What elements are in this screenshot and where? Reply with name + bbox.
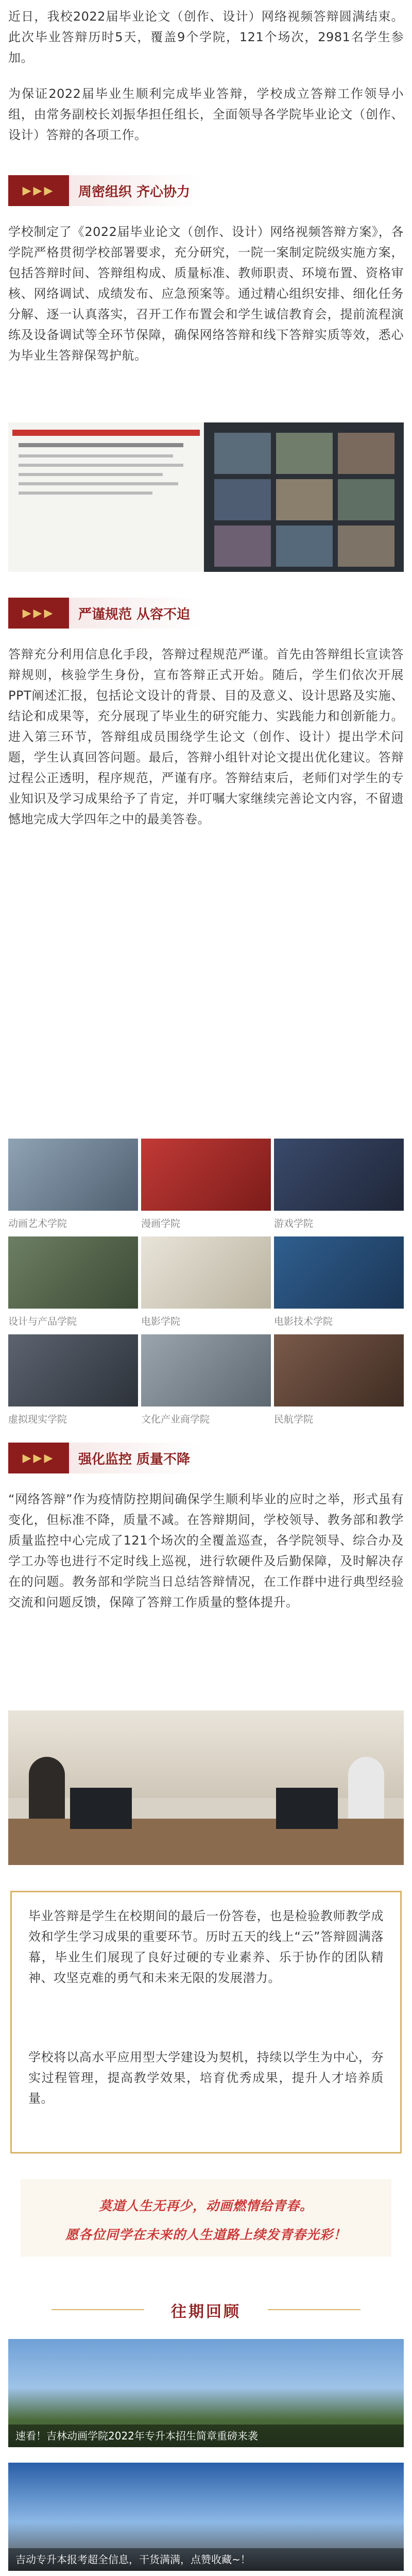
slogan-banner bbox=[21, 2179, 391, 2257]
college-label-6: 电影技术学院 bbox=[274, 1316, 333, 1327]
college-label-3: 游戏学院 bbox=[274, 1218, 314, 1229]
section-3-title: 强化监控 质量不降 bbox=[69, 1443, 201, 1473]
college-label-2: 漫画学院 bbox=[141, 1218, 181, 1229]
intro-paragraph-2: 为保证2022届毕业生顺利完成毕业答辩，学校成立答辩工作领导小组，由常务副校长刘振华担任组长，全面领导各学院毕业论文（创作、设计）答辩的各项工作。 bbox=[8, 87, 404, 142]
review-item-1[interactable] bbox=[8, 2339, 404, 2447]
college-photo-4 bbox=[8, 1236, 138, 1309]
college-photo-9 bbox=[274, 1334, 404, 1406]
section-1-text: 学校制定了《2022届毕业论文（创作、设计）网络视频答辩方案》，各学院严格贯彻学校部署要求，充分研究，一院一案制定院级实施方案，包括答辩时间、答辩组构成、质量标准、教师职责、环境布置、资格审核、网络调试、成绩发布、应急预案等。通过精心组织安排、细化任务分解、逐一认真落实，召开工作布置会和学生诚信教育会，提前流程演练及设备调试等全环节保障，确保网络答辩和线下答辩实质等效，悉心为毕业生答辩保驾护航。 bbox=[8, 225, 404, 363]
review-item-1-title: 速看！吉林动画学院2022年专升本招生简章重磅来袭 bbox=[8, 2425, 404, 2447]
college-photo-5 bbox=[141, 1236, 271, 1309]
review-item-2[interactable] bbox=[8, 2463, 404, 2571]
college-photo-3 bbox=[274, 1139, 404, 1211]
summary-paragraph-1: 毕业答辩是学生在校期间的最后一份答卷，也是检验教师教学成效和学生学习成果的重要环节。历时五天的线上“云”答辩圆满落幕，毕业生们展现了良好过硬的专业素养、乐于协作的团队精神、攻坚克难的勇气和未来无限的发展潜力。 bbox=[28, 1909, 384, 1985]
section-3-text: “网络答辩”作为疫情防控期间确保学生顺利毕业的应时之举，形式虽有变化，但标准不降，质量不减。在答辩期间，学校领导、教务部和教学质量监控中心完成了121个场次的全覆盖巡查，各学院领导、综合办及学工办等也进行不定时线上巡视，进行软硬件及后勤保障，及时解决存在的问题。教务部和学院当日总结答辩情况，在工作群中进行典型经验交流和问题反馈，保障了答辩工作质量的整体提升。 bbox=[8, 1492, 404, 1609]
college-photo-8 bbox=[141, 1334, 271, 1406]
inspection-photo bbox=[8, 1710, 404, 1865]
section-3-header bbox=[8, 1443, 201, 1473]
section-1-title: 周密组织 齐心协力 bbox=[69, 175, 201, 206]
section-arrows-icon: ▶▶▶ bbox=[8, 598, 69, 629]
college-label-1: 动画艺术学院 bbox=[8, 1218, 67, 1229]
section-2-header bbox=[8, 598, 201, 629]
section-2-title: 严谨规范 从容不迫 bbox=[69, 598, 201, 629]
section-2-text: 答辩充分利用信息化手段，答辩过程规范严谨。首先由答辩组长宣读答辩规则，核验学生身份，宣布答辩正式开始。随后，学生们依次开展PPT阐述汇报，包括论文设计的背景、目的及意义、设计思路及实施、结论和成果等，充分展现了毕业生的研究能力、实践能力和创新能力。进入第三环节，答辩组成员围绕学生论文（创作、设计）提出学术问题，学生认真回答问题。最后，答辩小组针对论文提出优化建议。答辩过程公正透明，程序规范，严谨有序。答辩结束后，老师们对学生的专业知识及学习成果给予了肯定，并叮嘱大家继续完善论文内容，不留遗憾地完成大学四年之中的最美答卷。 bbox=[8, 647, 404, 826]
summary-box bbox=[10, 1891, 402, 2154]
intro-paragraph-1: 近日，我校2022届毕业论文（创作、设计）网络视频答辩圆满结束。此次毕业答辩历时5天，覆盖9个学院，121个场次，2981名学生参加。 bbox=[8, 9, 404, 65]
slogan-line-1: 莫道人生无再少，动画燃情给青春。 bbox=[98, 2198, 313, 2213]
video-conference-photo-1 bbox=[8, 422, 404, 572]
college-label-4: 设计与产品学院 bbox=[8, 1316, 77, 1327]
review-item-2-title: 吉动专升本报考超全信息，干货满满，点赞收藏~！ bbox=[8, 2548, 404, 2571]
college-label-8: 文化产业商学院 bbox=[141, 1414, 210, 1425]
college-photo-2 bbox=[141, 1139, 271, 1211]
college-label-5: 电影学院 bbox=[141, 1316, 181, 1327]
section-arrows-icon: ▶▶▶ bbox=[8, 1443, 69, 1473]
review-title: 往期回顾 bbox=[171, 2303, 241, 2321]
college-label-7: 虚拟现实学院 bbox=[8, 1414, 67, 1425]
college-photo-7 bbox=[8, 1334, 138, 1406]
section-arrows-icon: ▶▶▶ bbox=[8, 175, 69, 206]
summary-paragraph-2: 学校将以高水平应用型大学建设为契机，持续以学生为中心，夯实过程管理，提高教学效果，培育优秀成果，提升人才培养质量。 bbox=[28, 2050, 384, 2106]
slogan-line-2: 愿各位同学在未来的人生道路上续发青春光彩！ bbox=[65, 2227, 347, 2242]
college-photo-1 bbox=[8, 1139, 138, 1211]
college-label-9: 民航学院 bbox=[274, 1414, 314, 1425]
section-1-header bbox=[8, 175, 201, 206]
college-photo-6 bbox=[274, 1236, 404, 1309]
